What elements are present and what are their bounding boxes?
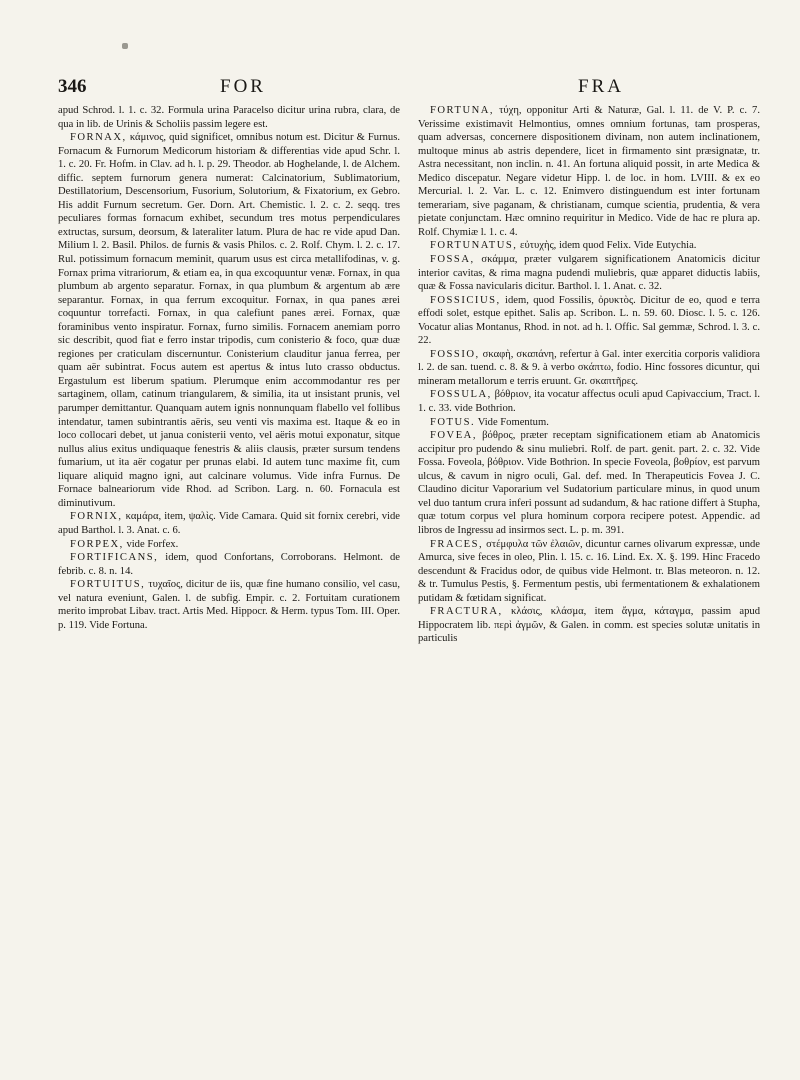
dictionary-entry — [418, 348, 760, 389]
right-running-head: FRA — [578, 76, 624, 97]
dictionary-entry — [418, 416, 760, 430]
dictionary-entry — [418, 388, 760, 415]
entry-headword: FORTUNATUS, — [430, 240, 518, 252]
entry-text: εὐτυχὴς, idem quod Felix. Vide Eutychia. — [520, 240, 697, 252]
entry-text: βόθρος, præter receptam significationem etiam ab Anatomicis accipitur pro pudendo & sinu muliebri. Rolf. de part. genit. part. 2. c. 32. Vide Fossa. Foveola, βόθριον. Vide Bothrion. In specie Foveola, βοθρίον, est parvum ulcus, & cavum in nigro oculi, Gal. def. med. In Therapeuticis Fovea J. C. Claudino dicitur Vaporarium vel Sudatorium particulare minus, in quod unum vel duo tantum crura inferi possunt ad sudandum, & hac ratione differt à Stupha, quæ totum corpus vel plura hominum corpora recipere potest. Appendic. ad libros de Ingressu ad insirmos sect. L. p. m. 391. — [418, 430, 760, 536]
entry-text: apud Schrod. l. 1. c. 32. Formula urina Paracelso dicitur urina rubra, clara, de qua in lib. de Urinis & Scholiis passim legere est. — [58, 105, 400, 130]
dictionary-entry — [418, 294, 760, 348]
entry-headword: FOTUS. — [430, 416, 476, 428]
entry-text: βόθριον, ita vocatur affectus oculi apud Capivaccium, Tract. l. 1. c. 33. vide Bothrion. — [418, 389, 760, 415]
entry-text: σκάμμα, præter vulgarem significationem Anatomicis dicitur interior cavitas, & rima magna pudendi muliebris, quæ apparet diductis labiis, quæ & Fossa navicularis dicitur. Barthol. l. 1. Anat. c. 32. — [418, 254, 760, 293]
entry-text: στέμφυλα τῶν ἐλαιῶν, dicuntur carnes olivarum expressæ, unde Amurca, sive feces in oleo, Plin. l. 15. c. 16. Lind. Ex. X. §. 199. Hinc Fracedo descendunt & Fracidus odor, de quibus vide Helmont. tr. Blas meteoron. n. 12. & tr. Tumulus Pestis, §. Fermentum pestis, ubi fermentationem & exhalationem putidam & fœtidam significat. — [418, 538, 760, 604]
entry-text: σκαφὴ, σκαπάνη, refertur à Gal. inter exercitia corporis validiora l. 2. de san. tuend. c. 8. & 9. à verbo σκάπτω, fodio. Hinc fossores dicuntur, qui mineram metallorum e terris eruunt. Gr. σκαπτῆρες. — [418, 348, 760, 387]
entry-text: τύχη, opponitur Arti & Naturæ, Gal. l. 11. de V. P. c. 7. Verissime existimavit Helmontius, omnes omnium fortunas, tam prosperas, quam adversas, concernere dispositionem divinam, non autem inclinationem, multoque minus ab astris dependere, licet in firmamento sint præsignatæ, tr. Astra necessitant, non inclin. n. 41. An fortuna aliquid possit, in arte Medica & Medico discepatur. Negare videtur Hipp. l. de loc. in hom. LVIII. & ex eo Mercurial. l. 2. Var. L. c. 12. Enimvero distinguendum est inter fortunam temerariam, sive paganam, & christianam, cumque scientia, prudentia, & vera pietate conjunctam. Hæc omnino requiritur in Medico. Vide de hac re plura ap. Rolf. Chymiæ l. 1. c. 4. — [418, 105, 760, 238]
entry-headword: FOSSICIUS, — [430, 294, 501, 306]
dictionary-entry — [58, 538, 400, 552]
dictionary-entry — [418, 538, 760, 606]
entry-headword: FORTUNA, — [430, 105, 495, 116]
page-header — [58, 76, 760, 104]
entry-headword: FRACES, — [430, 538, 484, 550]
dictionary-entry — [418, 429, 760, 537]
entry-headword: FOVEA, — [430, 430, 477, 442]
entry-text: idem, quod Fossilis, ὀρυκτὸς. Dicitur de eo, quod e terra effodi solet, estque epithet. Salis ap. Scribon. L. n. 59. 60. Diosc. l. 5. c. 126. Vocatur alias Montanus, Rhod. in not. ad h. l. Offic. Sal gemmæ, Schrod. l. 3. c. 22. — [418, 294, 760, 347]
entry-text: τυχαῖος, dicitur de iis, quæ fine humano consilio, vel casu, vel natura eveniunt, Galen. l. de subfig. Empir. c. 2. Fortuitam curationem merito improbat Libav. tract. Artis Med. Hippocr. & Herm. typus Tom. III. Oper. p. 119. Vide Fortuna. — [58, 579, 400, 631]
entry-headword: FORPEX, — [70, 538, 124, 550]
entry-text: vide Forfex. — [126, 538, 179, 550]
dictionary-entry — [418, 605, 760, 646]
entry-headword: FORNIX, — [70, 511, 123, 523]
dictionary-entry — [58, 131, 400, 510]
page-number: 346 — [58, 76, 87, 97]
entry-headword: FORTIFICANS, — [70, 552, 159, 564]
entry-text: κάμινος, quid significet, omnibus notum est. Dicitur & Furnus. Fornacum & Furnorum Medicorum historiam & differentias vide apud Schr. l. 1. c. 20. Fr. Hofm. in Clav. ad h. l. p. 29. Theodor. ab Hoghelande, l. de Alchem. diffic. septem furnorum genera numerat: Calcinatorium, Sublimatorium, Destillatorium, Descensorium, Fusorium, Solutorium, & Fixatorium, ex Gebro. His addit Furnum secretum. Ger. Dorn. Art. Chemistic. l. 2. c. 2. seqq. tres peculiares formas fornacum exhibet, secundum tres motus perpendiculares extructas, sursum, deorsum, & lateraliter latum. Plura de hac re vide apud Dan. Milium l. 2. Basil. Philos. de furnis & vasis Philos. c. 2. Rolf. Chym. l. 2. c. 17. Rul. potissimum fornacum meminit, quarum usus est circa metallifodinas, v. g. Fornax prima vitrariorum, & etiam ea, in qua excoquuntur venæ. Fornax, in qua plumbum ab argento separatur. Fornax, in qua plumbum & argentum ab ære separantur. Fornax, in qua ferrum excoquitur. Fornax, in qua panes ærei coquuntur torrefacti. Fornax, in qua calefiunt panes ærei. Fornax, quæ foraminibus vento inspiratur. Fornax, furno similis. Fornacem anemiam porro sic describit, quod fiat e ferro instar tripodis, cum conisterio & foco, quæ duæ regiones per craticulam discernuntur. Conisterium clauditur janua ferrea, per quam aër subintrat. Focus autem est apertus & intus luto crasso obductus. Ergastulum est liberum spatium. Plerumque enim accommodantur res per sartaginem, ollam, catinum triangularem, & similia, ita ut insistant prunis, vel parumper demittantur. Quanquam autem ignis nonnunquam flabello vel follibus intendatur, tamen subintrantis aëris, seu venti vis maxima est. Itaque & eo in loco collocari debet, ut janua conisterii vento, vel aëris motui exponatur, sitque nullus alius exitus undiquaque fenestris & aliis clausis, præter sursum tendens fumarium, ut ita aër cogatur per prunas elabi. Id autem tunc maxime fit, cum liquare aliquid magno igni, aut calcinare volumus. Vide infra Furnus. De Fornace balneariorum vide Rhod. ad Scribon. Larg. n. 60. Fornacula est diminutivum. — [58, 132, 400, 509]
entry-headword: FRACTURA, — [430, 606, 503, 618]
dictionary-entry — [58, 510, 400, 537]
entry-text: καμάρα, item, ψαλὶς. Vide Camara. Quid sit fornix cerebri, vide apud Barthol. l. 3. Anat. c. 6. — [58, 511, 400, 536]
right-column — [418, 104, 760, 1072]
dictionary-entry — [58, 578, 400, 632]
entry-text: idem, quod Confortans, Corroborans. Helmont. de febrib. c. 8. n. 14. — [58, 552, 400, 577]
entry-headword: FORNAX, — [70, 132, 127, 144]
entry-headword: FOSSA, — [430, 254, 475, 266]
dictionary-entry — [418, 104, 760, 239]
entry-text: Vide Fomentum. — [477, 416, 549, 428]
dictionary-entry — [58, 551, 400, 578]
entry-headword: FOSSULA, — [430, 389, 492, 401]
dictionary-entry — [418, 253, 760, 294]
left-running-head: FOR — [220, 76, 266, 97]
entry-headword: FOSSIO, — [430, 348, 480, 360]
entry-headword: FORTUITUS, — [70, 579, 146, 591]
ink-smudge — [122, 43, 128, 49]
left-column — [58, 104, 400, 1072]
entry-text: κλάσις, κλάσμα, item ἄγμα, κάταγμα, passim apud Hippocratem lib. περὶ ἀγμῶν, & Galen. in comm. est species solutæ unitatis in particulis — [418, 606, 760, 645]
dictionary-entry — [418, 239, 760, 253]
dictionary-entry — [58, 104, 400, 131]
